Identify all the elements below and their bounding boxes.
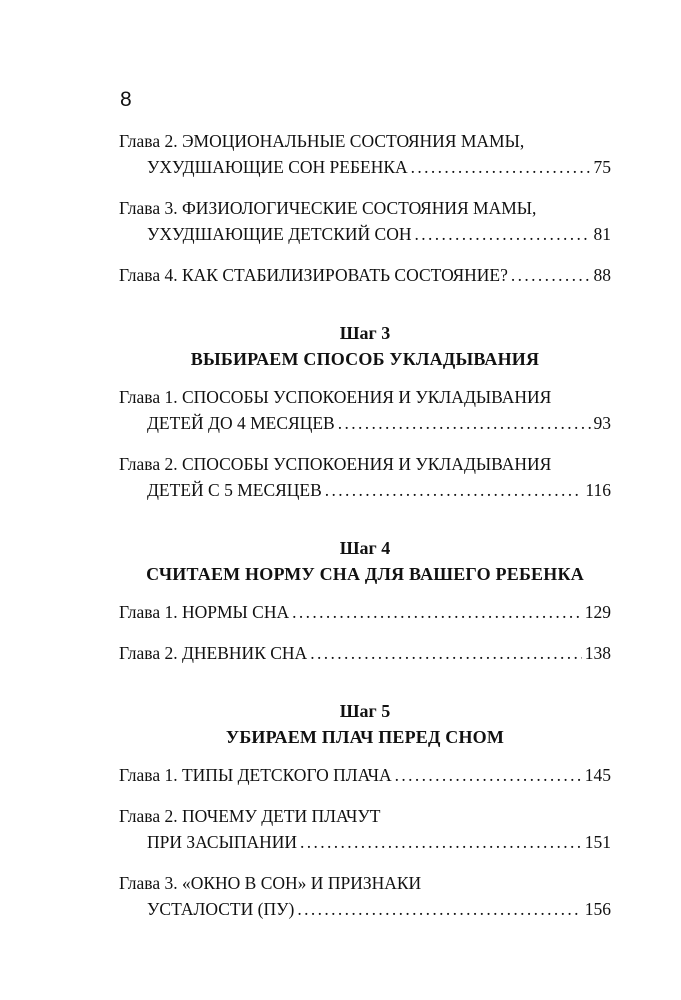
toc-entry-line [119,762,611,788]
step-label: Шаг 4 [339,538,391,558]
toc-entry-text: Глава 2. ДНЕВНИК СНА [119,643,308,663]
dot-leader [414,221,590,247]
toc-entry-text: УХУДШАЮЩИЕ ДЕТСКИЙ СОН [147,224,412,244]
dot-leader [511,262,591,288]
toc-entry-line [119,829,611,855]
toc-entry-line [119,599,611,625]
toc-entry-text: Глава 1. НОРМЫ СНА [119,602,290,622]
toc-entry[interactable] [119,195,611,247]
step-title: УБИРАЕМ ПЛАЧ ПЕРЕД СНОМ [225,727,505,747]
toc-entry-line [119,262,611,288]
toc-entry-line: Глава 2. СПОСОБЫ УСПОКОЕНИЯ И УКЛАДЫВАНИЯ [119,454,552,474]
table-of-contents [119,128,611,937]
toc-entry-text: ДЕТЕЙ ДО 4 МЕСЯЦЕВ [147,413,335,433]
toc-page-number: 151 [584,832,611,852]
toc-page-number: 116 [585,480,611,500]
toc-entry-line [119,410,611,436]
toc-page-number: 81 [593,224,611,244]
dot-leader [395,762,582,788]
dot-leader [292,599,582,625]
toc-page-number: 93 [593,413,611,433]
toc-page-number: 156 [584,899,611,919]
toc-entry-text: УСТАЛОСТИ (ПУ) [147,899,295,919]
toc-entry-line: Глава 3. ФИЗИОЛОГИЧЕСКИЕ СОСТОЯНИЯ МАМЫ, [119,198,537,218]
toc-entry[interactable] [119,640,611,666]
toc-entry-line [119,221,611,247]
dot-leader [411,154,591,180]
toc-page-number: 129 [584,602,611,622]
toc-entry-text: Глава 4. КАК СТАБИЛИЗИРОВАТЬ СОСТОЯНИЕ? [119,265,508,285]
toc-entry-line: Глава 1. СПОСОБЫ УСПОКОЕНИЯ И УКЛАДЫВАНИЯ [119,387,552,407]
toc-entry[interactable] [119,870,611,922]
toc-entry-line [119,896,611,922]
dot-leader [338,410,591,436]
toc-entry[interactable] [119,262,611,288]
dot-leader [300,829,582,855]
toc-page-number: 88 [593,265,611,285]
toc-entry-text: ПРИ ЗАСЫПАНИИ [147,832,298,852]
section-heading-step-5 [119,698,611,750]
toc-entry[interactable] [119,803,611,855]
toc-entry-line [119,477,611,503]
page-number: 8 [120,88,132,111]
dot-leader [310,640,582,666]
toc-entry-line: Глава 2. ПОЧЕМУ ДЕТИ ПЛАЧУТ [119,806,381,826]
toc-page-number: 138 [584,643,611,663]
toc-entry-line [119,640,611,666]
step-label: Шаг 3 [339,323,391,343]
section-heading-step-4 [119,535,611,587]
dot-leader [325,477,583,503]
toc-entry-line: Глава 3. «ОКНО В СОН» И ПРИЗНАКИ [119,873,422,893]
toc-page-number: 75 [593,157,611,177]
step-title: ВЫБИРАЕМ СПОСОБ УКЛАДЫВАНИЯ [190,349,540,369]
dot-leader [297,896,581,922]
toc-entry[interactable] [119,599,611,625]
step-label: Шаг 5 [339,701,391,721]
toc-entry-text: УХУДШАЮЩИЕ СОН РЕБЕНКА [147,157,408,177]
step-title: СЧИТАЕМ НОРМУ СНА ДЛЯ ВАШЕГО РЕБЕНКА [146,564,584,584]
toc-entry-text: Глава 1. ТИПЫ ДЕТСКОГО ПЛАЧА [119,765,392,785]
toc-entry[interactable] [119,384,611,436]
toc-entry-line: Глава 2. ЭМОЦИОНАЛЬНЫЕ СОСТОЯНИЯ МАМЫ, [119,131,525,151]
toc-entry-text: ДЕТЕЙ С 5 МЕСЯЦЕВ [147,480,322,500]
section-heading-step-3 [119,320,611,372]
toc-page-number: 145 [584,765,611,785]
toc-entry[interactable] [119,451,611,503]
toc-entry[interactable] [119,128,611,180]
toc-entry[interactable] [119,762,611,788]
toc-entry-line [119,154,611,180]
